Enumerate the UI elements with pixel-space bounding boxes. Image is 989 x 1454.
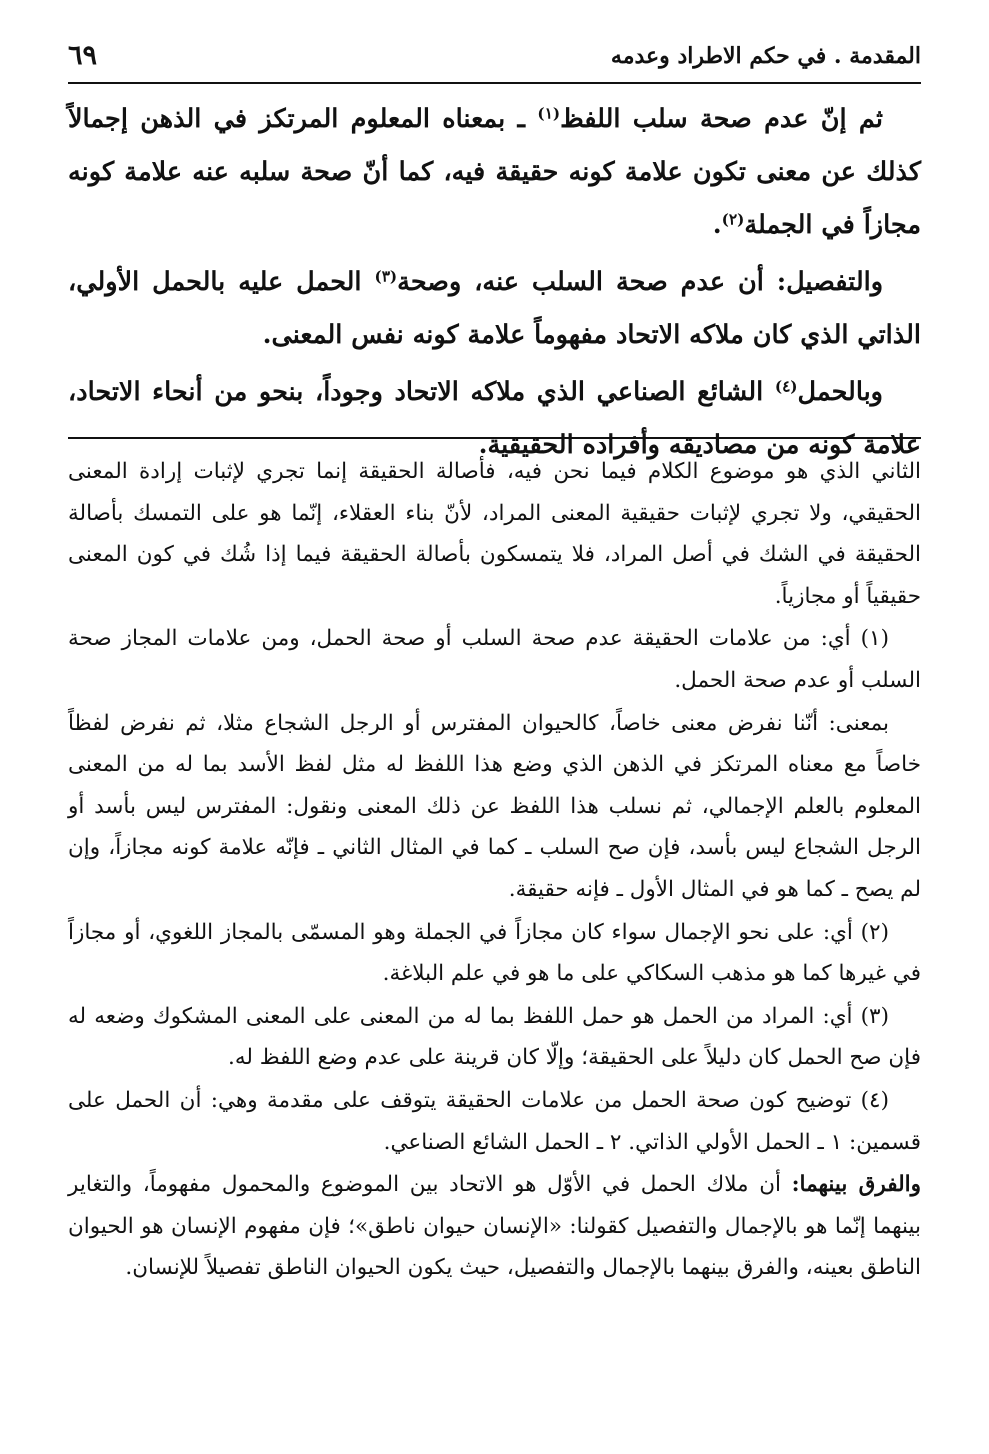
page-number: ٦٩ [68,40,98,71]
page-header [68,40,921,82]
main-paragraph [68,93,921,252]
footnote-ref: (١) [537,104,561,123]
main-text [68,93,921,472]
text-run: ـ بمعناه المعلوم المرتكز في الذهن إجمالاً كذلك عن معنى تكون علامة كونه حقيقة فيه، كما أنّ صحة سلبه عنه علامة كونه مجازاً في الجملة [68,104,921,240]
footnote-2: (٢) أي: على نحو الإجمال سواء كان مجازاً في الجملة وهو المسمّى بالمجاز اللغوي، أو مجازاً في غيرها كما هو مذهب السكاكي على ما هو في علم البلاغة. [68,919,921,987]
text-run: الشائع الصناعي الذي ملاكه الاتحاد وجوداً، بنحو من أنحاء الاتحاد، علامة كونه من مصاديقه وأفراده الحقيقية. [68,377,921,460]
difference-text: أن ملاك الحمل في الأوّل هو الاتحاد بين الموضوع والمحمول مفهوماً، والتغاير بينهما إنّما هو بالإجمال والتفصيل كقولنا: «الإنسان حيوان ناطق»؛ فإن مفهوم الإنسان هو الحيوان الناطق بعينه، والفرق بينهما بالإجمال والتفصيل، حيث يكون الحيوان الناطق تفصيلاً للإنسان. [68,1172,921,1281]
text-run: ثم إنّ عدم صحة سلب اللفظ [560,104,883,134]
footnote-carryover: الثاني الذي هو موضوع الكلام فيما نحن فيه، فأصالة الحقيقة إنما تجري لإثبات إرادة المعنى الحقيقي، ولا تجري لإثبات حقيقية المعنى المراد، لأنّ بناء العقلاء، إنّما هو على التمسك بأصالة الحقيقة في الشك في أصل المراد، فلا يتمسكون بأصالة الحقيقة فيما إذا شُك في كون المعنى حقيقياً أو مجازياً. [68,459,921,609]
footnote-1-explanation: بمعنى: أنّنا نفرض معنى خاصاً، كالحيوان المفترس أو الرجل الشجاع مثلا، ثم نفرض لفظاً خاصاً مع معناه المرتكز في الذهن الذي وضع هذا اللفظ له مثل لفظ الأسد بما له من المعنى المعلوم بالعلم الإجمالي، ثم نسلب هذا اللفظ عن ذلك المعنى ونقول: المفترس ليس بأسد أو الرجل الشجاع ليس بأسد، فإن صح السلب ـ كما في المثال الثاني ـ فإنّه علامة كونه مجازاً، وإن لم يصح ـ كما هو في المثال الأول ـ فإنه حقيقة. [68,710,921,902]
text-run: والتفصيل: أن عدم صحة السلب عنه، وصحة [397,267,884,297]
footnote-4-difference [68,1164,921,1289]
footnote-3: (٣) أي: المراد من الحمل هو حمل اللفظ بما له من المعنى على المعنى المشكوك وضعه له فإن صح الحمل كان دليلاً على الحقيقة؛ وإلّا كان قرينة على عدم وضع اللفظ له. [68,1003,921,1071]
text-run: وبالحمل [797,377,883,407]
footnote-ref: (٢) [721,210,745,229]
header-rule [68,82,921,84]
running-title: المقدمة . في حكم الاطراد وعدمه [610,43,921,69]
footnote-ref: (٤) [774,377,798,396]
text-run: . [712,210,722,240]
footnotes [68,451,921,1289]
difference-label: والفرق بينهما: [791,1172,921,1198]
footnote-1: (١) أي: من علامات الحقيقة عدم صحة السلب أو صحة الحمل، ومن علامات المجاز صحة السلب أو عدم صحة الحمل. [68,626,921,693]
footnote-ref: (٣) [374,267,398,286]
footnote-4: (٤) توضيح كون صحة الحمل من علامات الحقيقة يتوقف على مقدمة وهي: أن الحمل على قسمين: ١ ـ الحمل الأولي الذاتي. ٢ ـ الحمل الشائع الصناعي. [68,1087,921,1155]
text-run: الحمل عليه بالحمل الأولي، الذاتي الذي كان ملاكه الاتحاد مفهوماً علامة كونه نفس المعنى. [68,267,921,350]
footnote-separator [68,437,921,439]
main-paragraph [68,256,921,362]
